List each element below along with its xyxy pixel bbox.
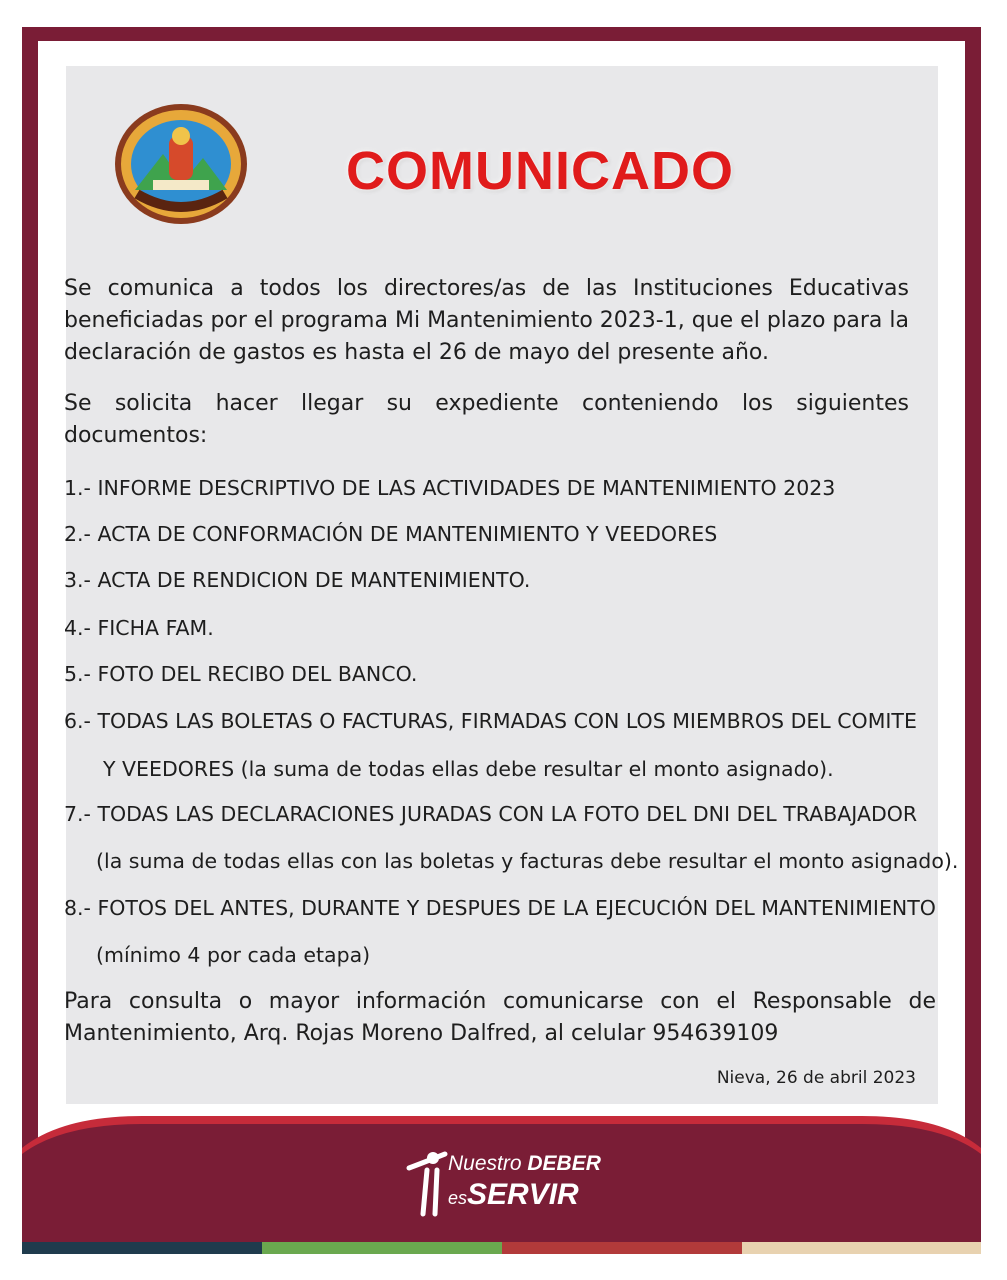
list-item: 5.- FOTO DEL RECIBO DEL BANCO.	[64, 662, 418, 686]
list-item-continuation: (mínimo 4 por cada etapa)	[96, 943, 371, 967]
page-title: COMUNICADO	[346, 141, 734, 201]
footer-stripe-green	[262, 1242, 502, 1254]
list-item: 4.- FICHA FAM.	[64, 616, 214, 640]
list-item: 2.- ACTA DE CONFORMACIÓN DE MANTENIMIENTO Y VEEDORES	[64, 522, 718, 546]
slogan-line-1: Nuestro DEBER	[448, 1152, 601, 1175]
intro-paragraph: Se comunica a todos los directores/as de las Instituciones Educativas beneficiadas por el programa Mi Mantenimiento 2023-1, que el plazo para la declaración de gastos es hasta el 26 de mayo del presente año.	[64, 276, 909, 365]
document-date: Nieva, 26 de abril 2023	[716, 1068, 916, 1088]
slogan-figure-icon	[405, 1148, 449, 1220]
list-item: 3.- ACTA DE RENDICION DE MANTENIMIENTO.	[64, 568, 531, 592]
footer-stripe-blue	[22, 1242, 262, 1254]
list-item: 6.- TODAS LAS BOLETAS O FACTURAS, FIRMADAS CON LOS MIEMBROS DEL COMITE	[64, 709, 917, 733]
footer-stripe-red	[502, 1242, 742, 1254]
slogan-line-2: esSERVIR	[448, 1178, 579, 1211]
list-item-continuation: Y VEEDORES (la suma de todas ellas debe resultar el monto asignado).	[103, 757, 834, 781]
contact-paragraph: Para consulta o mayor información comunicarse con el Responsable de Mantenimiento, Arq. Rojas Moreno Dalfred, al celular 954639109	[64, 989, 936, 1046]
list-item: 8.- FOTOS DEL ANTES, DURANTE Y DESPUES DE LA EJECUCIÓN DEL MANTENIMIENTO	[64, 896, 936, 920]
request-paragraph: Se solicita hacer llegar su expediente conteniendo los siguientes documentos:	[64, 391, 909, 448]
footer-stripe-beige	[742, 1242, 981, 1254]
list-item-continuation: (la suma de todas ellas con las boletas y facturas debe resultar el monto asignado).	[96, 849, 959, 873]
list-item: 1.- INFORME DESCRIPTIVO DE LAS ACTIVIDADES DE MANTENIMIENTO 2023	[64, 476, 836, 500]
ugel-emblem-icon	[113, 102, 249, 226]
list-item: 7.- TODAS LAS DECLARACIONES JURADAS CON LA FOTO DEL DNI DEL TRABAJADOR	[64, 802, 918, 826]
